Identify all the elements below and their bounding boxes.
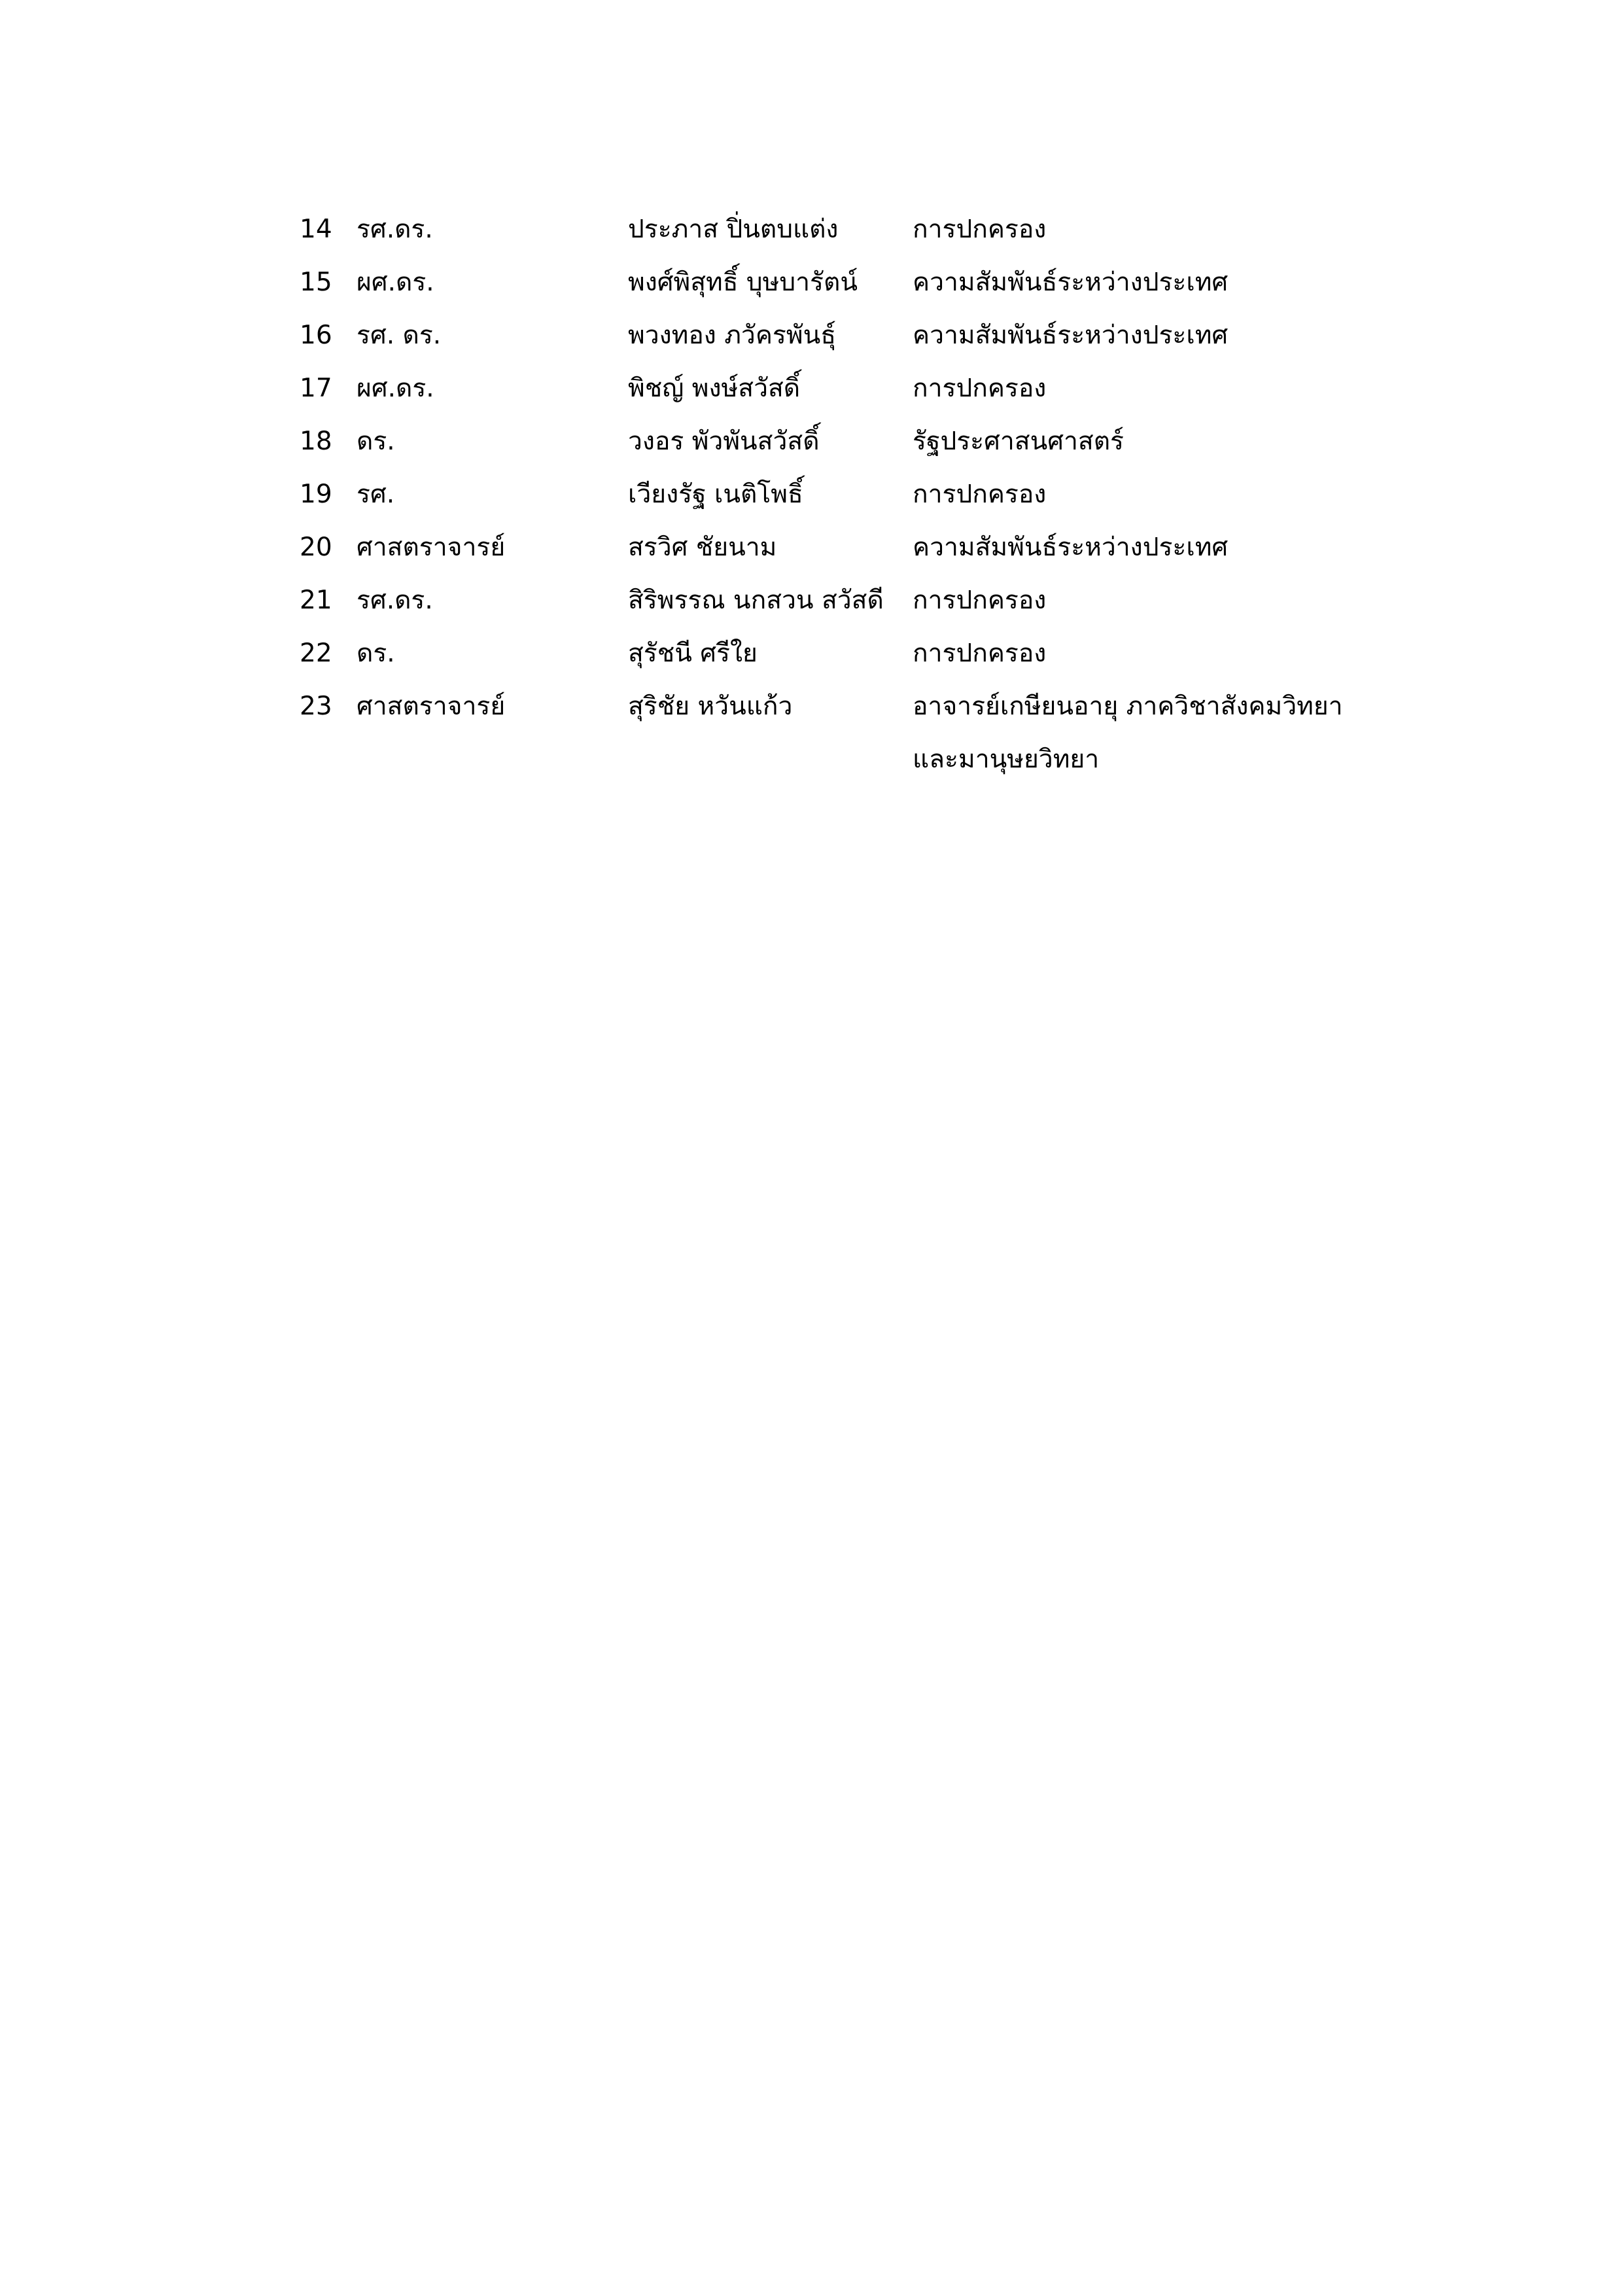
department xyxy=(913,521,1228,574)
person-name: สุรัชนี ศรีใย xyxy=(628,639,758,668)
department xyxy=(913,680,1343,786)
department-line: ความสัมพันธ์ระหว่างประเทศ xyxy=(913,268,1229,297)
item-number: 17 xyxy=(300,374,332,403)
department-line: การปกครอง xyxy=(913,639,1047,668)
list-item xyxy=(300,574,1412,627)
list-item xyxy=(300,627,1412,680)
list-item xyxy=(300,203,1412,256)
academic-title: ศาสตราจารย์ xyxy=(357,692,506,721)
department-line: การปกครอง xyxy=(913,215,1047,244)
item-number: 18 xyxy=(300,427,332,456)
person-name: พวงทอง ภวัครพันธุ์ xyxy=(628,321,837,350)
department-line: ความสัมพันธ์ระหว่างประเทศ xyxy=(913,321,1229,350)
department xyxy=(913,468,1046,521)
person-name: พงศ์พิสุทธิ์ บุษบารัตน์ xyxy=(628,268,858,297)
academic-title: ผศ.ดร. xyxy=(357,374,434,403)
item-number: 15 xyxy=(300,268,332,297)
list-item xyxy=(300,362,1412,415)
person-name: สรวิศ ชัยนาม xyxy=(628,533,777,562)
department-line: การปกครอง xyxy=(913,480,1047,509)
item-number: 16 xyxy=(300,321,332,350)
department xyxy=(913,627,1046,680)
person-name: วงอร พัวพันสวัสดิ์ xyxy=(628,427,820,456)
department xyxy=(913,574,1046,627)
person-name: สิริพรรณ นกสวน สวัสดี xyxy=(628,586,884,615)
list-item xyxy=(300,256,1412,309)
person-name: พิชญ์ พงษ์สวัสดิ์ xyxy=(628,374,801,403)
department-line: ความสัมพันธ์ระหว่างประเทศ xyxy=(913,533,1229,562)
item-number: 20 xyxy=(300,533,332,562)
department-line: รัฐประศาสนศาสตร์ xyxy=(913,427,1124,456)
department xyxy=(913,309,1228,362)
person-name: สุริชัย หวันแก้ว xyxy=(628,692,793,721)
person-name: เวียงรัฐ เนติโพธิ์ xyxy=(628,480,803,509)
department xyxy=(913,256,1228,309)
department xyxy=(913,362,1046,415)
academic-title: รศ.ดร. xyxy=(357,586,433,615)
person-name: ประภาส ปิ่นตบแต่ง xyxy=(628,215,839,244)
item-number: 14 xyxy=(300,215,332,244)
academic-title: รศ.ดร. xyxy=(357,215,433,244)
item-number: 22 xyxy=(300,639,332,668)
academic-title: ศาสตราจารย์ xyxy=(357,533,506,562)
item-number: 21 xyxy=(300,586,332,615)
academic-title: รศ. ดร. xyxy=(357,321,442,350)
academic-title: ดร. xyxy=(357,427,395,456)
department xyxy=(913,415,1124,468)
list-item xyxy=(300,468,1412,521)
list-item xyxy=(300,415,1412,468)
department-line: และมานุษยวิทยา xyxy=(913,745,1100,774)
list-item xyxy=(300,521,1412,574)
academic-title: ผศ.ดร. xyxy=(357,268,434,297)
department-line: การปกครอง xyxy=(913,586,1047,615)
item-number: 23 xyxy=(300,692,332,721)
department xyxy=(913,203,1046,256)
item-number: 19 xyxy=(300,480,332,509)
academic-title: ดร. xyxy=(357,639,395,668)
list-item xyxy=(300,680,1412,786)
department-line: การปกครอง xyxy=(913,374,1047,403)
faculty-list xyxy=(300,203,1412,786)
department-line: อาจารย์เกษียนอายุ ภาควิชาสังคมวิทยา xyxy=(913,692,1343,721)
list-item xyxy=(300,309,1412,362)
academic-title: รศ. xyxy=(357,480,395,509)
